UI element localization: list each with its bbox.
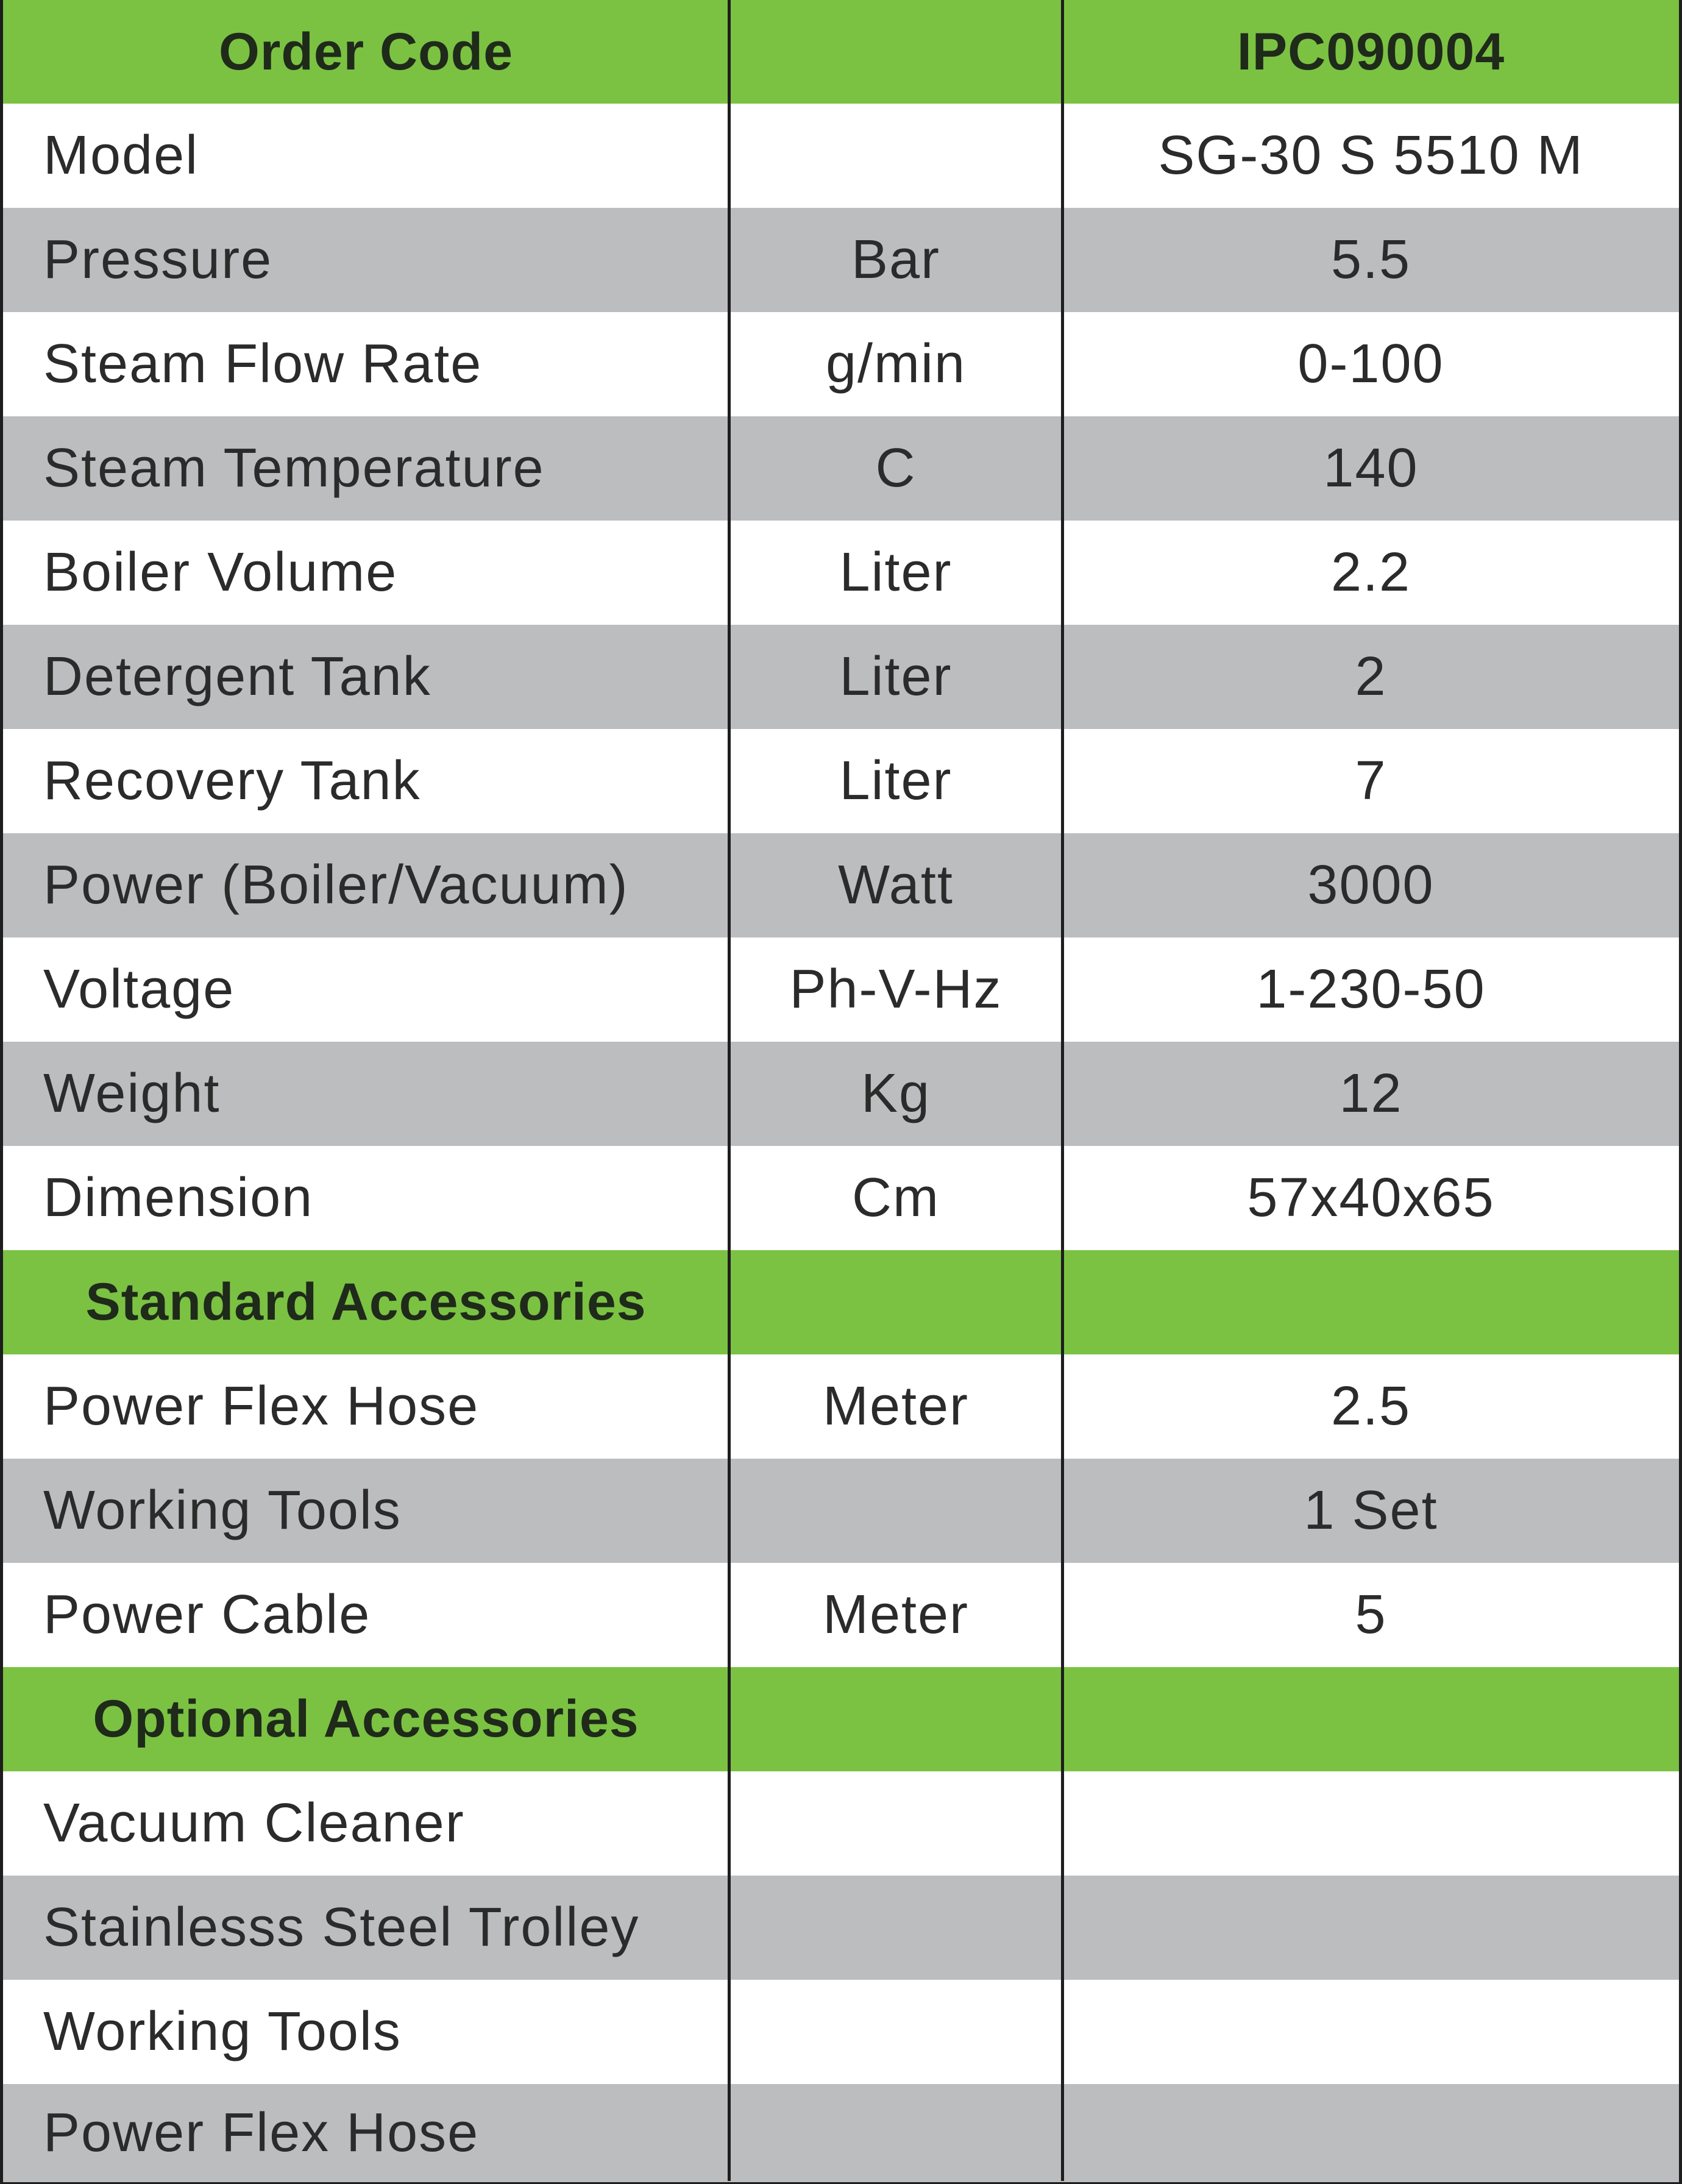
accessory-value: 1 Set (1304, 1480, 1438, 1541)
order-code-unit (729, 0, 1063, 104)
accessory-label: Working Tools (43, 2001, 402, 2062)
spec-unit: C (875, 438, 917, 499)
spec-label: Voltage (43, 959, 235, 1020)
spec-value: 7 (1355, 750, 1387, 811)
spec-value: 2.2 (1330, 542, 1411, 603)
spec-unit (729, 104, 1063, 208)
optional-accessories-header-row (3, 1667, 1679, 1771)
accessory-unit: Meter (822, 1376, 970, 1437)
spec-value: 2 (1355, 646, 1387, 707)
spec-unit: Liter (839, 750, 953, 811)
spec-label: Recovery Tank (43, 750, 421, 811)
spec-row-detergent-tank (3, 625, 1679, 729)
spec-unit: g/min (825, 333, 967, 394)
spec-label: Steam Flow Rate (43, 333, 483, 394)
empty-cell (1063, 1771, 1679, 1876)
spec-value: 0-100 (1297, 333, 1444, 394)
spec-row-weight (3, 1042, 1679, 1146)
spec-label: Pressure (43, 229, 273, 290)
empty-cell (729, 2084, 1063, 2182)
spec-value: 1-230-50 (1256, 959, 1486, 1020)
spec-value: 12 (1339, 1063, 1403, 1124)
empty-cell (729, 1250, 1063, 1354)
spec-unit: Watt (838, 855, 954, 916)
spec-label: Weight (43, 1063, 221, 1124)
empty-cell (729, 1876, 1063, 1980)
empty-cell (1063, 1667, 1679, 1771)
accessory-label: Working Tools (43, 1480, 402, 1541)
spec-label: Boiler Volume (43, 542, 398, 603)
empty-cell (1063, 1980, 1679, 2084)
standard-row-working-tools (3, 1459, 1679, 1563)
accessory-unit: Meter (822, 1584, 970, 1645)
accessory-label: Stainlesss Steel Trolley (43, 1897, 640, 1958)
spec-row-pressure (3, 208, 1679, 312)
optional-accessories-heading: Optional Accessories (93, 1690, 639, 1748)
spec-row-steam-flow-rate (3, 312, 1679, 416)
spec-value: SG-30 S 5510 M (1158, 125, 1584, 186)
spec-row-dimension (3, 1146, 1679, 1250)
accessory-label: Vacuum Cleaner (43, 1793, 465, 1854)
empty-cell (1063, 1876, 1679, 1980)
empty-cell (1063, 1250, 1679, 1354)
spec-row-model (3, 104, 1679, 208)
standard-row-power-cable (3, 1563, 1679, 1667)
spec-unit: Liter (839, 542, 953, 603)
optional-row-vacuum-cleaner (3, 1771, 1679, 1876)
column-divider (1061, 0, 1064, 2181)
standard-row-power-flex-hose (3, 1354, 1679, 1459)
spec-row-power (3, 833, 1679, 937)
spec-value: 140 (1323, 438, 1419, 499)
spec-label: Model (43, 125, 199, 186)
spec-label: Detergent Tank (43, 646, 431, 707)
spec-row-steam-temperature (3, 416, 1679, 521)
spec-unit: Bar (851, 229, 941, 290)
accessory-label: Power Flex Hose (43, 2102, 480, 2163)
empty-cell (1063, 2084, 1679, 2182)
spec-row-boiler-volume (3, 521, 1679, 625)
optional-row-working-tools (3, 1980, 1679, 2084)
order-code-header-row (3, 0, 1679, 104)
spec-label: Power (Boiler/Vacuum) (43, 855, 629, 916)
spec-unit: Liter (839, 646, 953, 707)
accessory-label: Power Cable (43, 1584, 371, 1645)
accessory-value: 2.5 (1330, 1376, 1411, 1437)
spec-label: Steam Temperature (43, 438, 545, 499)
spec-row-recovery-tank (3, 729, 1679, 833)
standard-accessories-header-row (3, 1250, 1679, 1354)
empty-cell (729, 1771, 1063, 1876)
optional-row-power-flex-hose (3, 2084, 1679, 2182)
spec-row-voltage (3, 937, 1679, 1042)
empty-cell (729, 1980, 1063, 2084)
accessory-label: Power Flex Hose (43, 1376, 480, 1437)
accessory-unit (729, 1459, 1063, 1563)
order-code-value: IPC090004 (1237, 22, 1505, 81)
standard-accessories-heading: Standard Accessories (85, 1273, 647, 1331)
spec-value: 5.5 (1330, 229, 1411, 290)
accessory-value: 5 (1355, 1584, 1387, 1645)
spec-unit: Cm (852, 1167, 940, 1228)
spec-unit: Kg (861, 1063, 931, 1124)
spec-value: 57x40x65 (1247, 1167, 1495, 1228)
order-code-label: Order Code (218, 22, 514, 81)
spec-value: 3000 (1307, 855, 1435, 916)
spec-unit: Ph-V-Hz (789, 959, 1002, 1020)
empty-cell (729, 1667, 1063, 1771)
column-divider (728, 0, 731, 2181)
optional-row-stainless-steel-trolley (3, 1876, 1679, 1980)
spec-label: Dimension (43, 1167, 314, 1228)
